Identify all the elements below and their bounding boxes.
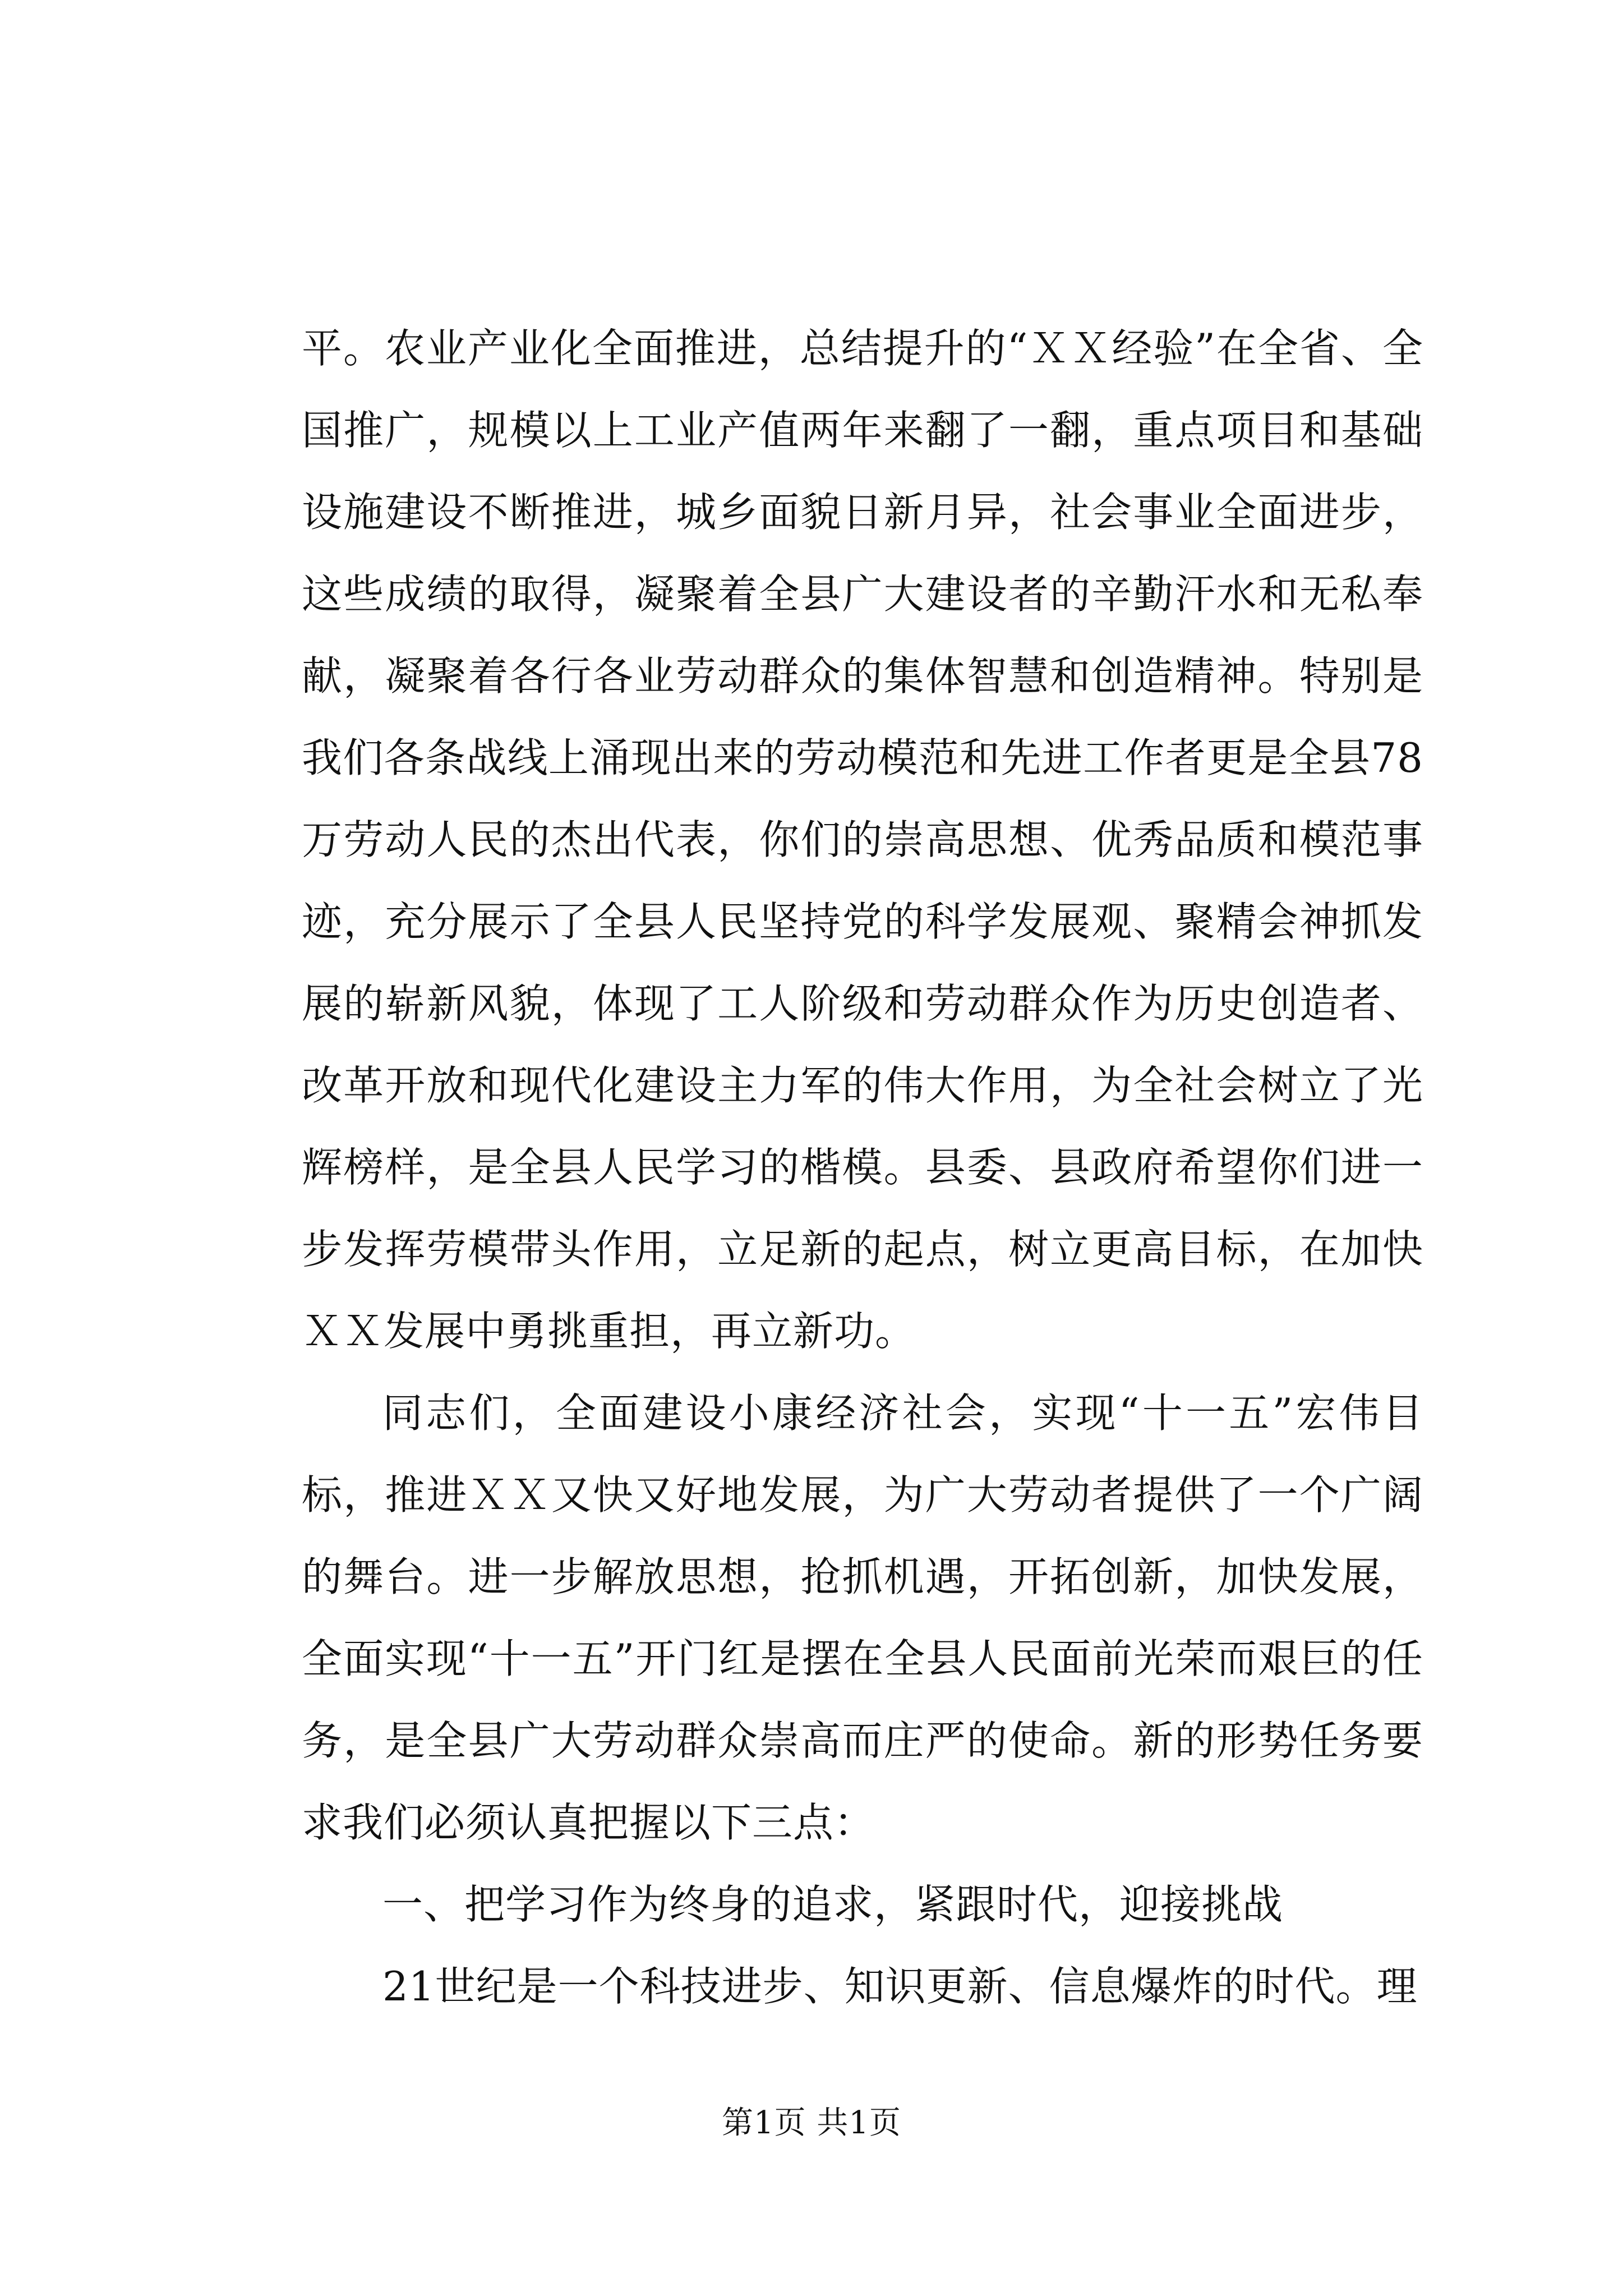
page-footer: 第1页 共1页	[721, 2105, 902, 2141]
document-body	[302, 307, 1423, 2027]
paragraph-1: 平。农业产业化全面推进，总结提升的“ＸＸ经验”在全省、全国推广，规模以上工业产值两年来翻了一翻，重点项目和基础设施建设不断推进，城乡面貌日新月异，社会事业全面进步，这些成绩的取得，凝聚着全县广大建设者的辛勤汗水和无私奉献，凝聚着各行各业劳动群众的集体智慧和创造精神。特别是我们各条战线上涌现出来的劳动模范和先进工作者更是全县78万劳动人民的杰出代表，你们的崇高思想、优秀品质和模范事迹，充分展示了全县人民坚持党的科学发展观、聚精会神抓发展的崭新风貌，体现了工人阶级和劳动群众作为历史创造者、改革开放和现代化建设主力军的伟大作用，为全社会树立了光辉榜样，是全县人民学习的楷模。县委、县政府希望你们进一步发挥劳模带头作用，立足新的起点，树立更高目标，在加快ＸＸ发展中勇挑重担，再立新功。	[302, 325, 1423, 1355]
paragraph-3: 21世纪是一个科技进步、知识更新、信息爆炸的时代。理	[382, 1963, 1418, 2010]
section-heading-1: 一、把学习作为终身的追求，紧跟时代，迎接挑战	[382, 1881, 1284, 1928]
paragraph-2: 同志们，全面建设小康经济社会，实现“十一五”宏伟目标，推进ＸＸ又快又好地发展，为广大劳动者提供了一个广阔的舞台。进一步解放思想，抢抓机遇，开拓创新，加快发展，全面实现“十一五”开门红是摆在全县人民面前光荣而艰巨的任务，是全县广大劳动群众崇高而庄严的使命。新的形势任务要求我们必须认真把握以下三点：	[302, 1389, 1423, 1846]
